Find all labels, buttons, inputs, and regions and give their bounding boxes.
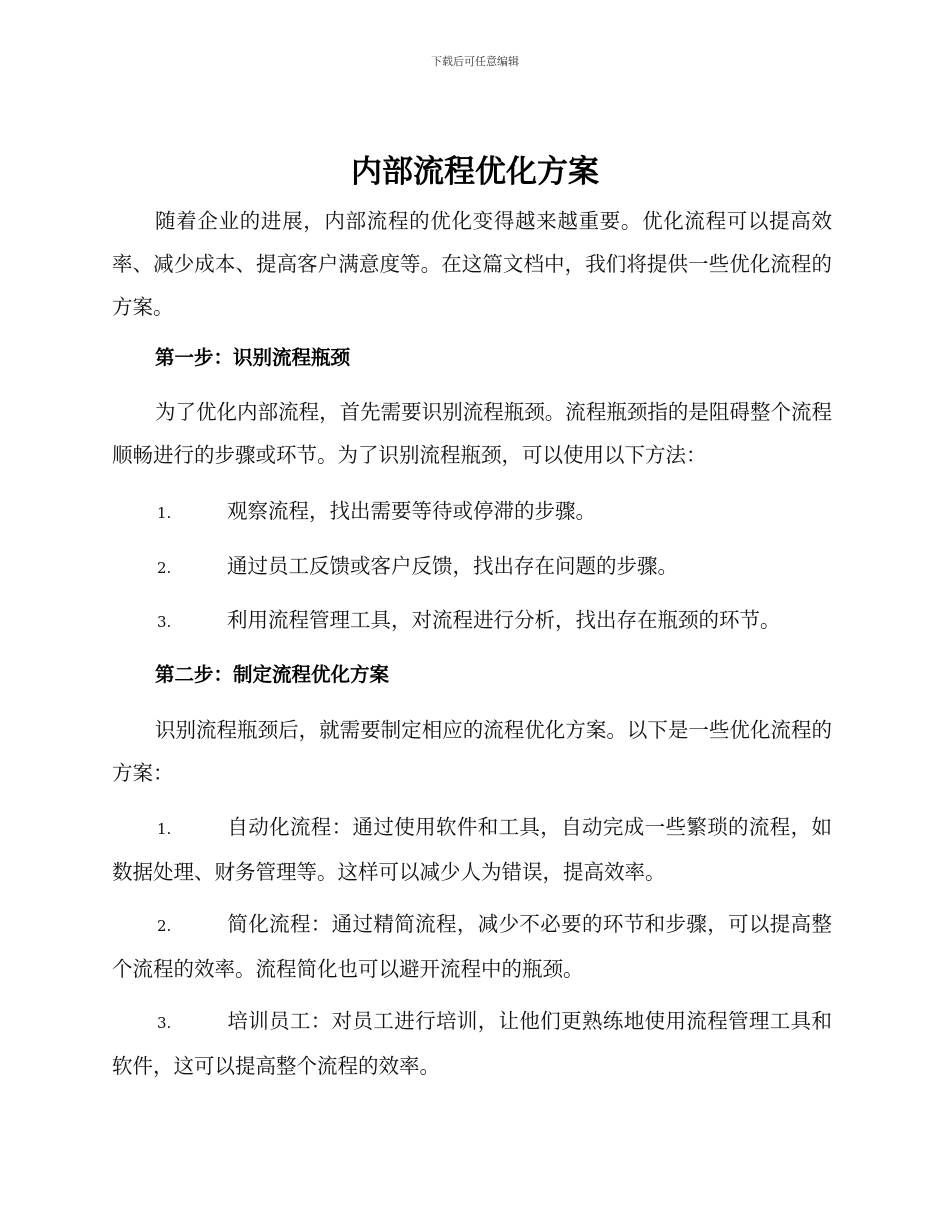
section-2-heading: 第二步：制定流程优化方案 bbox=[155, 663, 390, 686]
page-header: 下载后可任意编辑 bbox=[431, 55, 519, 68]
list-number: 3. bbox=[157, 1014, 172, 1032]
list-item-text: 通过员工反馈或客户反馈，找出存在问题的步骤。 bbox=[227, 554, 678, 578]
list-number: 1. bbox=[157, 820, 172, 838]
list-item-text: 观察流程，找出需要等待或停滞的步骤。 bbox=[227, 499, 596, 523]
document-title: 内部流程优化方案 bbox=[351, 154, 599, 190]
list-number: 2. bbox=[157, 917, 172, 935]
list-item-text: 培训员工：对员工进行培训，让他们更熟练地使用流程管理工具和软件，这可以提高整个流程的效率。 bbox=[112, 1009, 832, 1078]
section-2-list-item-1 bbox=[112, 806, 832, 894]
section-1-heading: 第一步：识别流程瓶颈 bbox=[155, 346, 351, 369]
list-item-text: 自动化流程：通过使用软件和工具，自动完成一些繁琐的流程，如数据处理、财务管理等。这样可以减少人为错误，提高效率。 bbox=[112, 815, 832, 884]
list-number: 2. bbox=[157, 559, 172, 577]
list-item-text: 简化流程：通过精简流程，减少不必要的环节和步骤，可以提高整个流程的效率。流程简化也可以避开流程中的瓶颈。 bbox=[112, 912, 832, 981]
section-1-list-item-3 bbox=[112, 599, 832, 644]
section-1-list-item-1 bbox=[112, 490, 832, 535]
list-number: 3. bbox=[157, 613, 172, 631]
section-1-body: 为了优化内部流程，首先需要识别流程瓶颈。流程瓶颈指的是阻碍整个流程顺畅进行的步骤或环节。为了识别流程瓶颈，可以使用以下方法： bbox=[112, 400, 832, 467]
section-2-list-item-3 bbox=[112, 1000, 832, 1088]
list-number: 1. bbox=[157, 504, 172, 522]
section-2-body: 识别流程瓶颈后，就需要制定相应的流程优化方案。以下是一些优化流程的方案： bbox=[112, 718, 832, 785]
section-1-list-item-2 bbox=[112, 545, 832, 590]
section-2-list-item-2 bbox=[112, 903, 832, 991]
list-item-text: 利用流程管理工具，对流程进行分析，找出存在瓶颈的环节。 bbox=[227, 608, 781, 632]
intro-paragraph: 随着企业的进展，内部流程的优化变得越来越重要。优化流程可以提高效率、减少成本、提高客户满意度等。在这篇文档中，我们将提供一些优化流程的方案。 bbox=[112, 209, 832, 319]
